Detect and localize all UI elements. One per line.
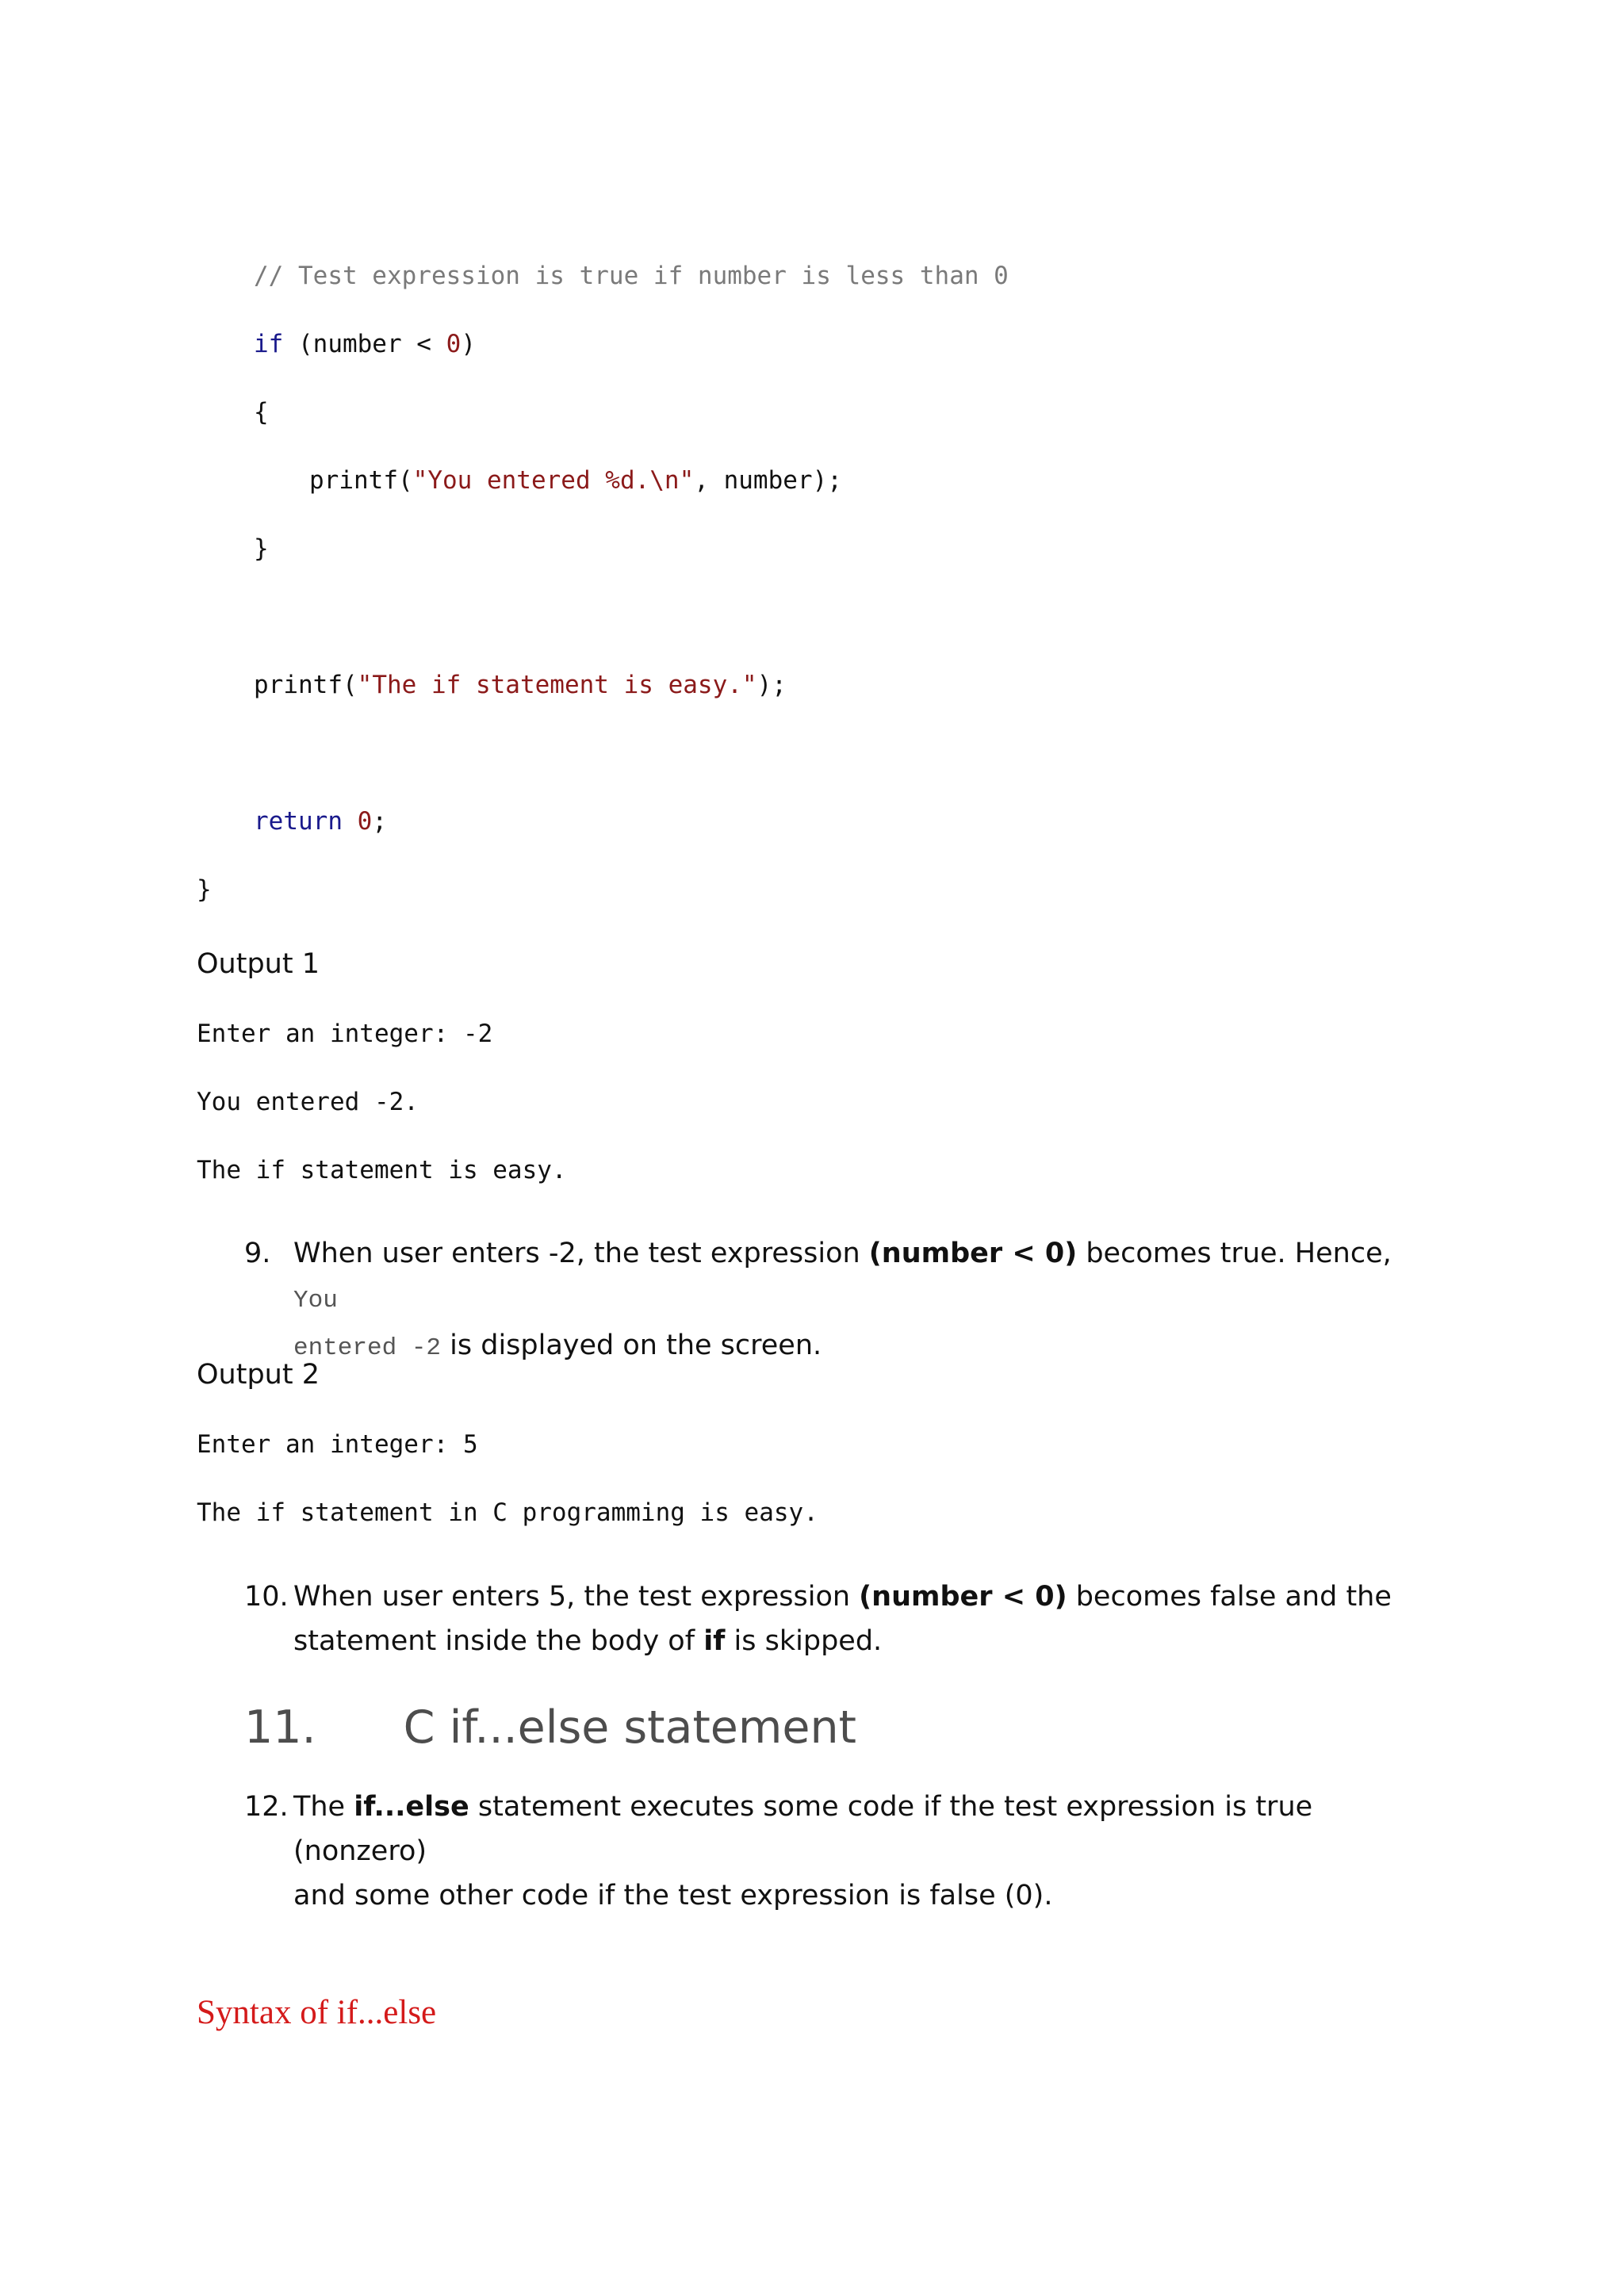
code-printf1-line [309, 466, 842, 495]
code-main-close: } [197, 875, 212, 904]
code-printf1-prefix: printf( [309, 466, 413, 495]
item10-line2-before: statement inside the body of [293, 1625, 704, 1657]
code-brace-close: } [254, 534, 269, 563]
code-if-zero: 0 [446, 330, 462, 358]
item10-line2-after: is skipped. [725, 1625, 883, 1657]
list-number-10: 10. [244, 1581, 289, 1613]
item10-text-before: When user enters 5, the test expression [293, 1581, 860, 1613]
code-if-condition: (number < [283, 330, 446, 358]
heading-number: 11. [244, 1701, 316, 1754]
code-printf2-line [254, 671, 787, 699]
code-return-semicolon: ; [372, 807, 387, 836]
item12-bold: if...else [354, 1791, 469, 1823]
item10-text-mid: becomes false and the [1067, 1581, 1392, 1613]
code-printf2-suffix: ); [756, 671, 787, 699]
code-comment: // Test expression is true if number is less than 0 [254, 262, 1009, 290]
heading-title: C if...else statement [403, 1701, 856, 1754]
code-return-zero: 0 [357, 807, 373, 836]
list-number-9: 9. [244, 1238, 271, 1269]
list-item-9 [244, 1231, 1394, 1371]
output2-line-2: The if statement in C programming is easy. [197, 1498, 818, 1527]
list-number-12: 12. [244, 1791, 289, 1823]
item9-mono-1: You [293, 1287, 338, 1314]
output1-line-1: Enter an integer: -2 [197, 1020, 493, 1048]
output2-label: Output 2 [197, 1359, 320, 1391]
item10-line2-bold: if [703, 1625, 726, 1657]
output1-line-2: You entered -2. [197, 1088, 419, 1116]
item9-text-after: is displayed on the screen. [441, 1330, 822, 1361]
code-return-line [254, 807, 387, 836]
code-brace-open: { [254, 398, 269, 427]
code-printf2-prefix: printf( [254, 671, 358, 699]
item12-line2: and some other code if the test expression is false (0). [293, 1880, 1053, 1911]
list-item-10 [244, 1575, 1394, 1663]
output1-label: Output 1 [197, 948, 320, 980]
item10-bold: (number < 0) [859, 1581, 1067, 1613]
list-item-12 [244, 1785, 1394, 1918]
code-return-keyword: return [254, 807, 343, 836]
code-printf1-string: "You entered %d.\n" [412, 466, 695, 495]
output2-line-1: Enter an integer: 5 [197, 1430, 478, 1459]
code-if-close: ) [461, 330, 476, 358]
syntax-heading: Syntax of if...else [197, 1994, 437, 2031]
code-if-line [254, 330, 476, 358]
code-if-keyword: if [254, 330, 284, 358]
item9-mono-2: entered -2 [293, 1334, 442, 1362]
item12-text-after: statement executes some code if the test expression is true (nonzero) [293, 1791, 1313, 1867]
output1-line-3: The if statement is easy. [197, 1156, 567, 1184]
item9-text-before: When user enters -2, the test expression [293, 1238, 869, 1269]
code-printf1-suffix: , number); [694, 466, 842, 495]
section-heading [244, 1701, 856, 1754]
code-printf2-string: "The if statement is easy." [357, 671, 757, 699]
item9-text-mid: becomes true. Hence, [1077, 1238, 1392, 1269]
item12-text-before: The [293, 1791, 354, 1823]
item9-bold: (number < 0) [868, 1238, 1078, 1269]
